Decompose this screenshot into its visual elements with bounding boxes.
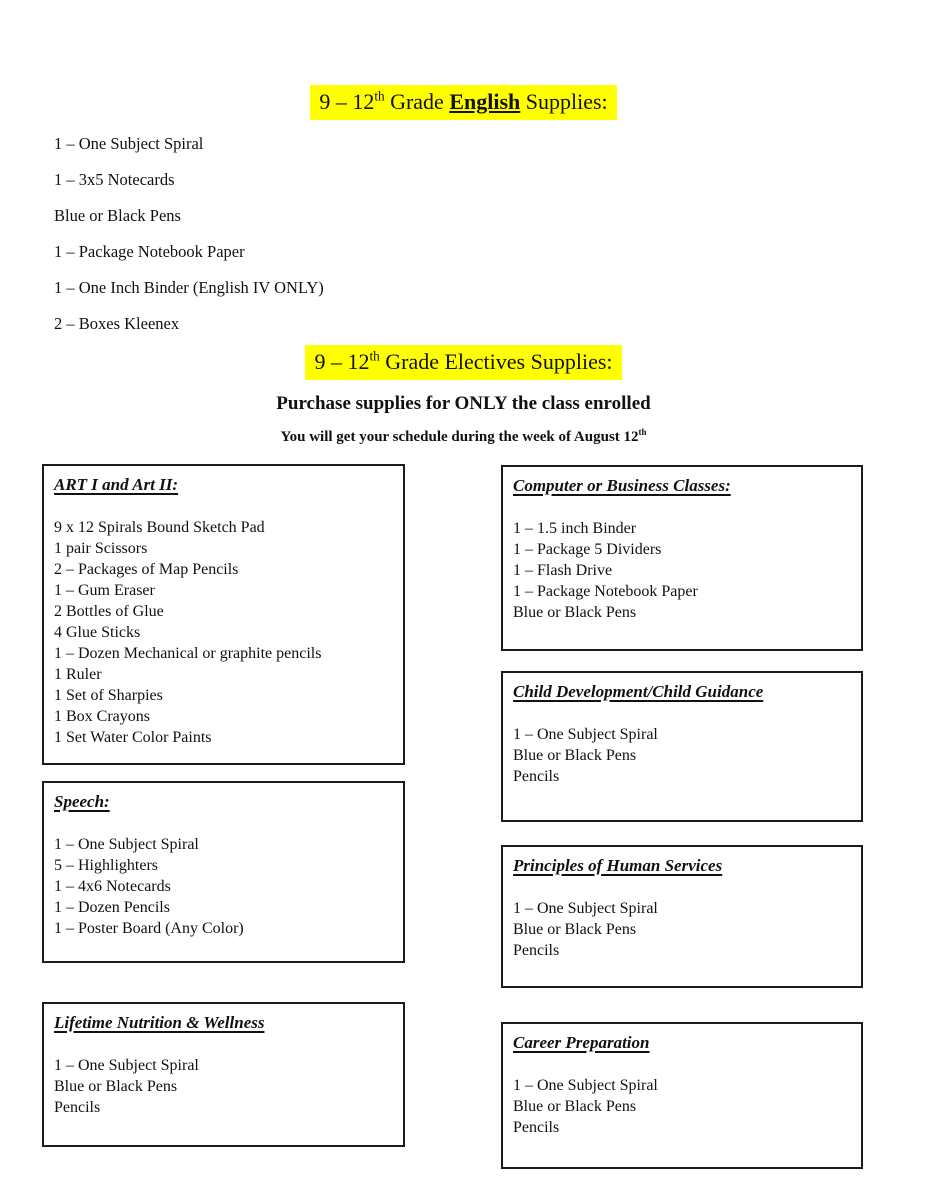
english-supplies-list <box>54 126 324 342</box>
box-title: Child Development/Child Guidance <box>513 682 764 701</box>
list-item: 1 – 1.5 inch Binder <box>513 520 637 537</box>
grade-range-text: 9 – 12 <box>314 349 370 374</box>
list-item: 1 – Flash Drive <box>513 562 613 579</box>
list-item: Pencils <box>513 942 560 959</box>
class-box-human-services <box>501 845 863 988</box>
list-item: 1 – One Subject Spiral <box>54 836 199 853</box>
list-item: 4 Glue Sticks <box>54 624 141 641</box>
list-item: 1 – One Subject Spiral <box>54 1057 199 1074</box>
list-item: 1 Ruler <box>54 666 102 683</box>
schedule-note <box>0 429 927 446</box>
list-item: Blue or Black Pens <box>54 1078 178 1095</box>
list-item: 1 – Package Notebook Paper <box>513 583 698 600</box>
list-item: 1 – One Subject Spiral <box>513 726 658 743</box>
electives-supplies-heading <box>0 345 927 380</box>
list-item: 1 – 3x5 Notecards <box>54 170 175 189</box>
list-item: Blue or Black Pens <box>513 1098 637 1115</box>
class-box-speech <box>42 781 405 963</box>
list-item: 1 Set Water Color Paints <box>54 729 212 746</box>
list-item: 9 x 12 Spirals Bound Sketch Pad <box>54 519 265 536</box>
grade-ordinal-sup: th <box>374 88 385 104</box>
english-heading-highlight <box>310 85 616 120</box>
list-item: 1 – Package 5 Dividers <box>513 541 662 558</box>
box-title: Career Preparation <box>513 1033 650 1052</box>
list-item: Blue or Black Pens <box>513 604 637 621</box>
purchase-note: Purchase supplies for ONLY the class enrolled <box>276 393 651 414</box>
schedule-note-text: You will get your schedule during the week of August 12 <box>280 429 639 445</box>
box-item-list <box>54 1055 393 1118</box>
list-item: 1 – Dozen Mechanical or graphite pencils <box>54 645 322 662</box>
box-item-list <box>54 517 393 748</box>
list-item: 2 – Boxes Kleenex <box>54 314 180 333</box>
box-title: Lifetime Nutrition & Wellness <box>54 1013 265 1032</box>
english-supplies-heading <box>0 85 927 120</box>
list-item: 1 – Poster Board (Any Color) <box>54 920 244 937</box>
list-item: 1 Set of Sharpies <box>54 687 163 704</box>
list-item: 1 – Dozen Pencils <box>54 899 170 916</box>
box-title: Computer or Business Classes: <box>513 476 731 495</box>
list-item: Blue or Black Pens <box>513 747 637 764</box>
list-item: 1 – One Subject Spiral <box>54 134 204 153</box>
list-item: 2 Bottles of Glue <box>54 603 164 620</box>
list-item: 5 – Highlighters <box>54 857 158 874</box>
box-item-list <box>513 724 851 787</box>
list-item: 1 Box Crayons <box>54 708 150 725</box>
box-item-list <box>513 898 851 961</box>
list-item: 1 – One Subject Spiral <box>513 1077 658 1094</box>
supplies-suffix-text: Supplies: <box>520 89 608 114</box>
electives-suffix-text: Grade Electives Supplies: <box>379 349 613 374</box>
list-item: 1 – One Subject Spiral <box>513 900 658 917</box>
grade-range-text: 9 – 12 <box>319 89 375 114</box>
class-box-computer-business <box>501 465 863 651</box>
box-title: Speech: <box>54 792 110 811</box>
list-item: Pencils <box>54 1099 101 1116</box>
english-subject-text: English <box>449 89 521 114</box>
electives-heading-highlight <box>305 345 621 380</box>
grade-mid-text: Grade <box>384 89 450 114</box>
list-item: Blue or Black Pens <box>54 206 181 225</box>
class-box-career-preparation <box>501 1022 863 1169</box>
list-item: Pencils <box>513 1119 560 1136</box>
grade-ordinal-sup: th <box>369 348 380 364</box>
list-item: 2 – Packages of Map Pencils <box>54 561 239 578</box>
list-item: 1 pair Scissors <box>54 540 148 557</box>
list-item: 1 – One Inch Binder (English IV ONLY) <box>54 278 324 297</box>
list-item: 1 – Package Notebook Paper <box>54 242 245 261</box>
class-box-child-development <box>501 671 863 822</box>
schedule-note-sup: th <box>638 427 647 437</box>
list-item: Pencils <box>513 768 560 785</box>
box-title: Principles of Human Services <box>513 856 723 875</box>
class-box-art <box>42 464 405 765</box>
class-box-lifetime-nutrition <box>42 1002 405 1147</box>
box-item-list <box>54 834 393 939</box>
box-title: ART I and Art II: <box>54 475 179 494</box>
list-item: 1 – Gum Eraser <box>54 582 155 599</box>
box-item-list <box>513 1075 851 1138</box>
list-item: Blue or Black Pens <box>513 921 637 938</box>
list-item: 1 – 4x6 Notecards <box>54 878 171 895</box>
box-item-list <box>513 518 851 623</box>
